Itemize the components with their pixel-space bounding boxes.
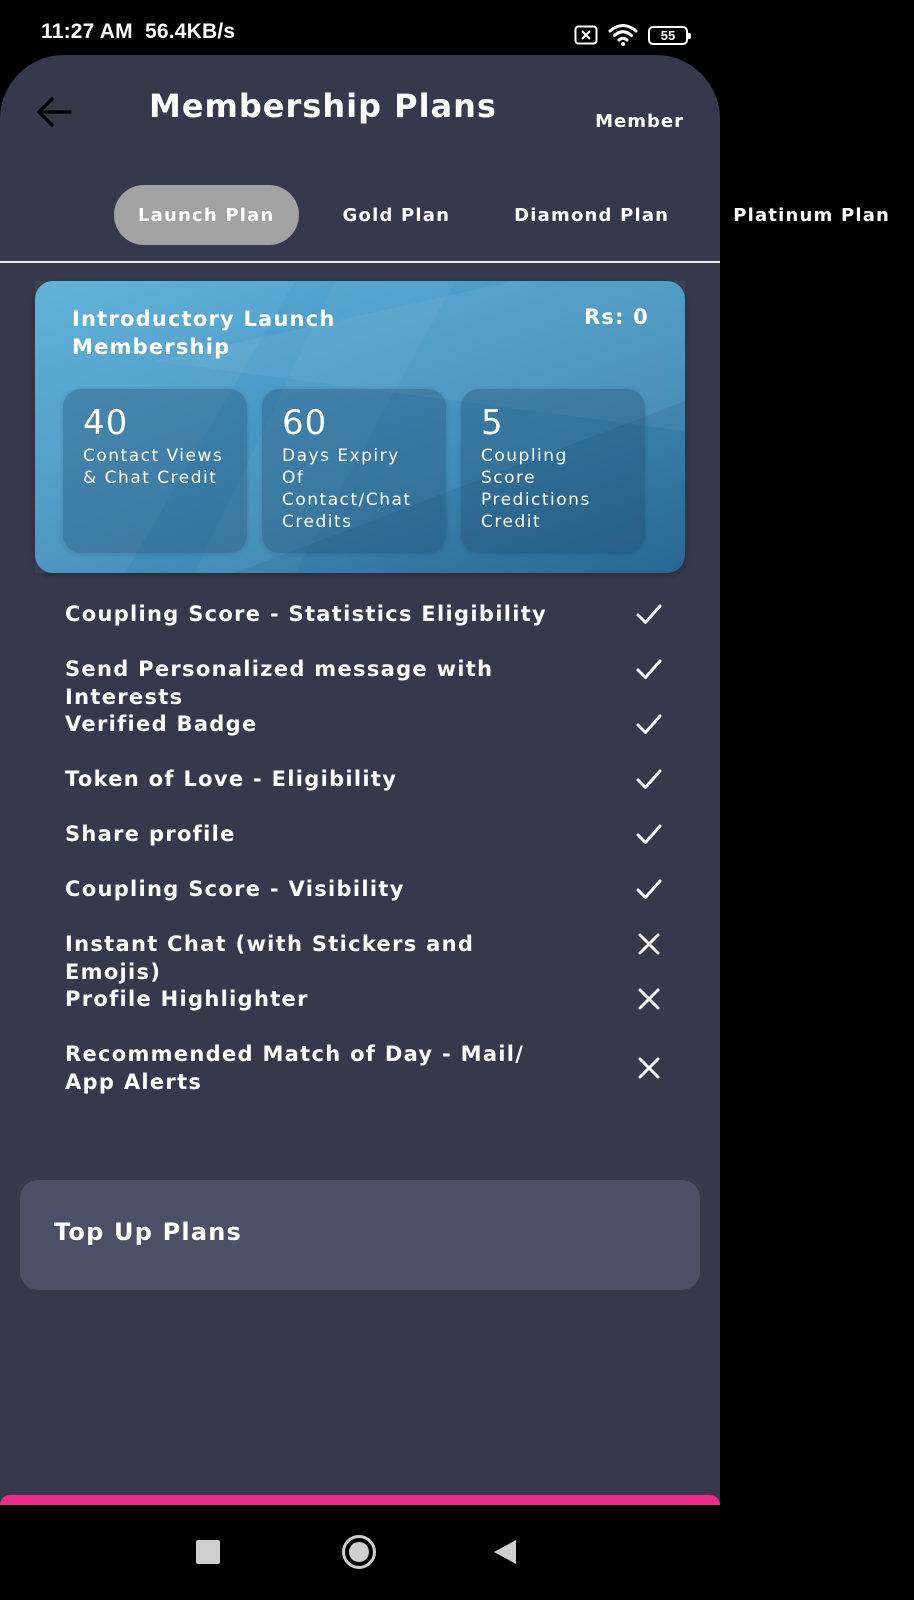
plan-name: Introductory Launch Membership: [72, 307, 336, 359]
check-icon: [633, 708, 665, 740]
network-speed: 56.4KB/s: [144, 20, 236, 43]
feature-row: [65, 655, 665, 710]
feature-label: Share profile: [65, 822, 236, 846]
plan-tabs: [114, 185, 914, 245]
status-time: [41, 20, 235, 44]
feature-label: Send Personalized message with Interests: [65, 657, 494, 709]
page-title: Membership Plans: [149, 87, 497, 125]
feature-label: Coupling Score - Statistics Eligibility: [65, 602, 548, 626]
check-icon: [633, 818, 665, 850]
battery-icon: [648, 26, 688, 45]
feature-label: Instant Chat (with Stickers and Emojis): [65, 932, 475, 984]
status-icons: [574, 22, 688, 48]
plan-card: [35, 281, 685, 573]
membership-screen: [0, 55, 891, 1505]
stat-label: Coupling Score Predictions Credit: [481, 446, 591, 532]
square-recents-icon[interactable]: [196, 1540, 220, 1564]
stat-label: Days Expiry Of Contact/Chat Credits: [282, 446, 412, 532]
check-icon: [633, 653, 665, 685]
feature-label: Profile Highlighter: [65, 987, 309, 1011]
close-icon: [633, 1052, 665, 1084]
close-icon: [633, 928, 665, 960]
feature-label: Token of Love - Eligibility: [65, 767, 398, 791]
stat-value: 5: [481, 403, 504, 443]
feature-row: [65, 930, 665, 985]
feature-row: [65, 820, 665, 875]
top-up-plans-button[interactable]: [20, 1180, 700, 1290]
stat-card-days-expiry: [262, 389, 446, 553]
wifi-icon: [608, 23, 638, 47]
battery-level: 55: [660, 27, 676, 43]
check-icon: [633, 598, 665, 630]
tab-diamond-plan[interactable]: Diamond Plan: [514, 204, 670, 226]
arrow-left-icon[interactable]: [32, 89, 78, 135]
check-icon: [633, 873, 665, 905]
feature-label: Verified Badge: [65, 712, 258, 736]
stat-label: Contact Views & Chat Credit: [83, 446, 224, 488]
stat-value: 60: [282, 403, 328, 443]
feature-row: [65, 600, 665, 655]
circle-home-icon[interactable]: [341, 1534, 377, 1570]
clock: 11:27 AM: [41, 20, 133, 43]
plan-price: Rs: 0: [584, 305, 649, 329]
feature-row: [65, 765, 665, 820]
top-up-plans-label: Top Up Plans: [54, 1218, 243, 1246]
navigation-bar: [0, 1505, 720, 1600]
triangle-back-icon[interactable]: [493, 1539, 517, 1565]
feature-row: [65, 875, 665, 930]
feature-list: [65, 600, 665, 1100]
check-icon: [633, 763, 665, 795]
feature-row: [65, 985, 665, 1040]
tab-launch-plan[interactable]: Launch Plan: [114, 185, 299, 245]
tab-platinum-plan[interactable]: Platinum Plan: [733, 204, 891, 226]
close-icon: [633, 983, 665, 1015]
stat-card-coupling-score: [461, 389, 645, 553]
feature-label: Coupling Score - Visibility: [65, 877, 405, 901]
feature-row: [65, 710, 665, 765]
tab-gold-plan[interactable]: Gold Plan: [342, 204, 451, 226]
sim-off-icon: [574, 25, 598, 45]
tab-divider: [0, 261, 720, 263]
feature-label: Recommended Match of Day - Mail/ App Alerts: [65, 1042, 525, 1094]
stat-value: 40: [83, 403, 129, 443]
member-label[interactable]: Member: [595, 111, 684, 132]
feature-row: [65, 1040, 665, 1100]
stat-card-contact-views: [63, 389, 247, 553]
